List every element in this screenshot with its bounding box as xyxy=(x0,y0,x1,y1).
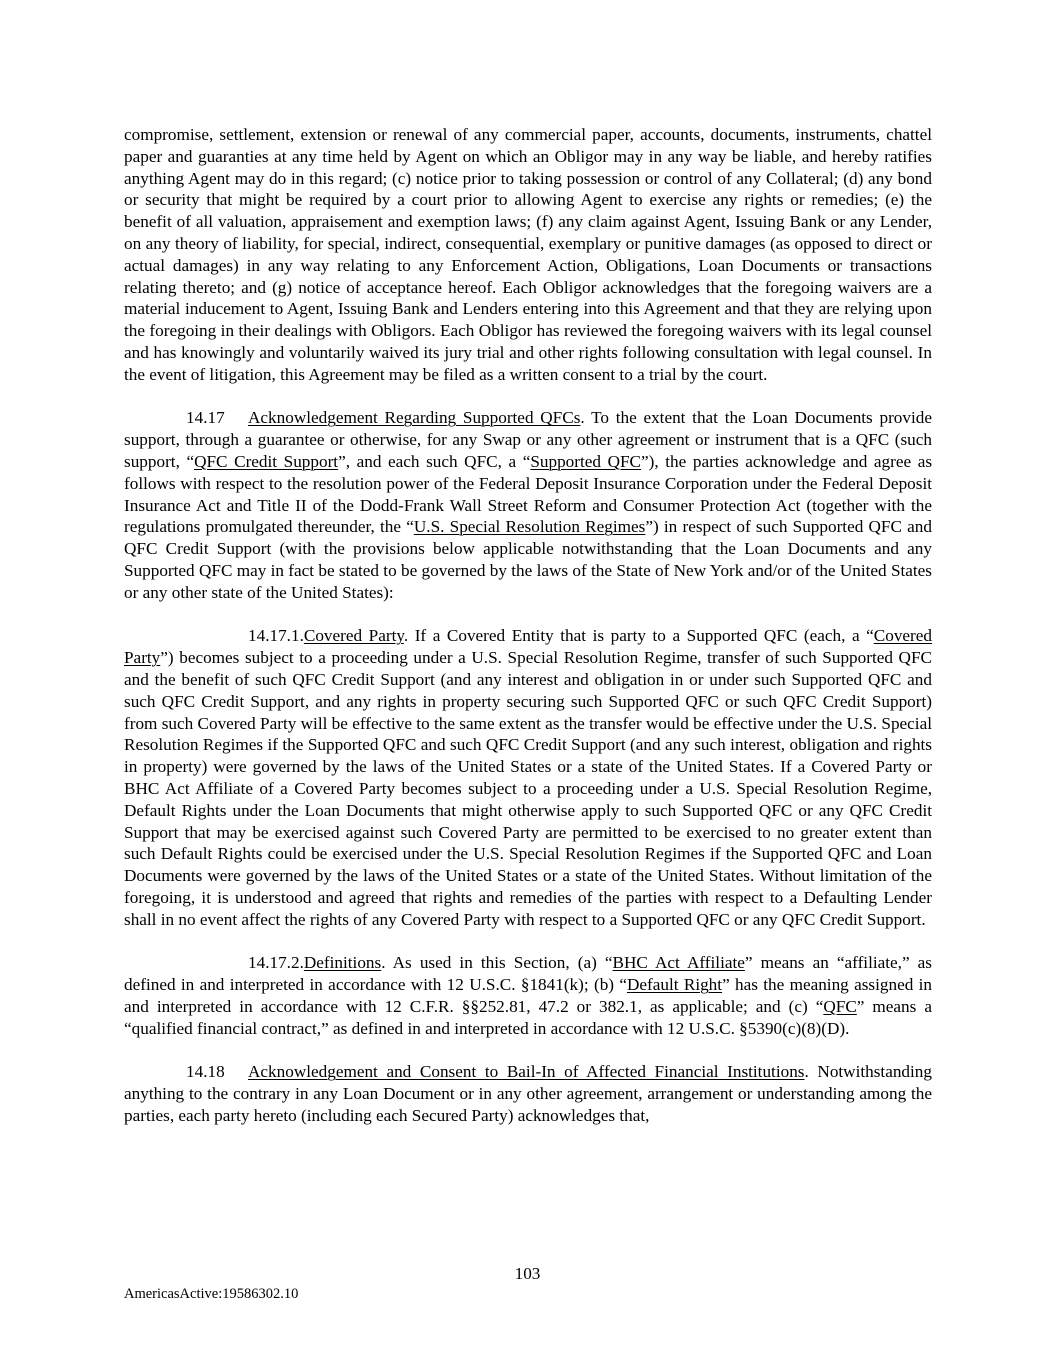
defined-term: Supported QFC xyxy=(530,451,642,471)
section-14-17 xyxy=(124,407,932,603)
section-number: 14.18 xyxy=(186,1062,225,1082)
section-text: ” means a “qualified financial contract,” as defined in and interpreted in accordance with 12 U.S.C. §5390(c)(8)(D). xyxy=(124,996,932,1038)
section-text: ” has the meaning assigned in and interpreted in accordance with 12 C.F.R. §§252.81, 47.2 or 382.1, as applicable; and (c) “ xyxy=(124,975,932,1016)
section-14-18 xyxy=(124,1061,932,1126)
paragraph-text: compromise, settlement, extension or renewal of any commercial paper, accounts, documents, instruments, chattel paper and guaranties at any time held by Agent on which an Obligor may in any way be liable, and hereby ratifies anything Agent may do in this regard; (c) notice prior to taking possession or control of any Collateral; (d) any bond or security that might be required by a court prior to allowing Agent to exercise any rights or remedies; (e) the benefit of all valuation, appraisement and exemption laws; (f) any claim against Agent, Issuing Bank or any Lender, on any theory of liability, for special, indirect, consequential, exemplary or punitive damages (as opposed to direct or actual damages) in any way relating to any Enforcement Action, Obligations, Loan Documents or transactions relating thereto; and (g) notice of acceptance hereof. Each Obligor acknowledges that the foregoing waivers are a material inducement to Agent, Issuing Bank and Lenders entering into this Agreement and that they are relying upon the foregoing in their dealings with Obligors. Each Obligor has reviewed the foregoing waivers with its legal counsel and has knowingly and voluntarily waived its jury trial and other rights following consultation with legal counsel. In the event of litigation, this Agreement may be filed as a written consent to a trial by the court. xyxy=(124,125,932,384)
defined-term: Default Right xyxy=(626,975,723,995)
defined-term: Covered Party xyxy=(124,626,933,668)
section-heading: Covered Party xyxy=(303,626,404,646)
section-14-17-2 xyxy=(124,952,932,1039)
section-text: ”), the parties acknowledge and agree as follows with respect to the resolution power of the Federal Deposit Insurance Corporation under the Federal Deposit Insurance Act and Title II of the Dodd-Frank Wall Street Reform and Consumer Protection Act (together with the regulations promulgated thereunder, the “ xyxy=(124,451,933,537)
defined-term: BHC Act Affiliate xyxy=(612,953,745,973)
section-text: ”, and each such QFC, a “ xyxy=(338,451,531,471)
section-text: ”) becomes subject to a proceeding under a U.S. Special Resolution Regime, transfer of such Supported QFC and the benefit of such QFC Credit Support (and any interest and obligation in or under such Supported QFC and such QFC Credit Support, and any rights in property securing such Supported QFC or such QFC Credit Support) from such Covered Party will be effective to the same extent as the transfer would be effective under the U.S. Special Resolution Regimes if the Supported QFC and such QFC Credit Support (and any such interest, obligation and rights in property) were governed by the laws of the United States or a state of the United States. If a Covered Party or BHC Act Affiliate of a Covered Party becomes subject to a proceeding under a U.S. Special Resolution Regime, Default Rights under the Loan Documents that might otherwise apply to such Supported QFC or any QFC Credit Support that may be exercised against such Covered Party are permitted to be exercised to no greater extent than such Default Rights could be exercised under the U.S. Special Resolution Regimes if the Supported QFC and Loan Documents were governed by the laws of the United States or a state of the United States. Without limitation of the foregoing, it is understood and agreed that rights and remedies of the parties with respect to a Defaulting Lender shall in no event affect the rights of any Covered Party with respect to a Supported QFC or any QFC Credit Support. xyxy=(124,648,932,929)
section-heading: Definitions xyxy=(303,953,382,973)
defined-term: QFC xyxy=(823,996,857,1016)
defined-term: QFC Credit Support xyxy=(194,451,339,471)
section-number: 14.17.1. xyxy=(248,626,304,646)
section-heading: Acknowledgement Regarding Supported QFCs xyxy=(248,408,581,428)
section-number: 14.17.2. xyxy=(248,953,304,973)
section-text: . As used in this Section, (a) “ xyxy=(381,953,613,973)
paragraph-waivers-continuation xyxy=(124,124,932,386)
page-number: 103 xyxy=(514,1264,541,1283)
defined-term: U.S. Special Resolution Regimes xyxy=(413,517,646,537)
section-text: ” means an “affiliate,” as defined in and interpreted in accordance with 12 U.S.C. §1841(k); (b) “ xyxy=(124,953,932,995)
page-body xyxy=(124,124,932,1148)
section-text: ”) in respect of such Supported QFC and QFC Credit Support (with the provisions below applicable notwithstanding that the Loan Documents and any Supported QFC may in fact be stated to be governed by the laws of the State of New York and/or of the United States or any other state of the United States): xyxy=(124,517,932,602)
section-text: . If a Covered Entity that is party to a Supported QFC (each, a “ xyxy=(403,626,874,646)
section-text: . To the extent that the Loan Documents provide support, through a guarantee or otherwise, for any Swap or any other agreement or instrument that is a QFC (such support, “ xyxy=(124,408,932,471)
section-heading: Acknowledgement and Consent to Bail-In of Affected Financial Institutions xyxy=(248,1062,805,1082)
section-number: 14.17 xyxy=(186,408,225,428)
section-text: . Notwithstanding anything to the contrary in any Loan Document or in any other agreement, arrangement or understanding among the parties, each party hereto (including each Secured Party) acknowledges that, xyxy=(124,1062,932,1125)
section-14-17-1 xyxy=(124,625,932,930)
document-id: AmericasActive:19586302.10 xyxy=(124,1286,299,1302)
